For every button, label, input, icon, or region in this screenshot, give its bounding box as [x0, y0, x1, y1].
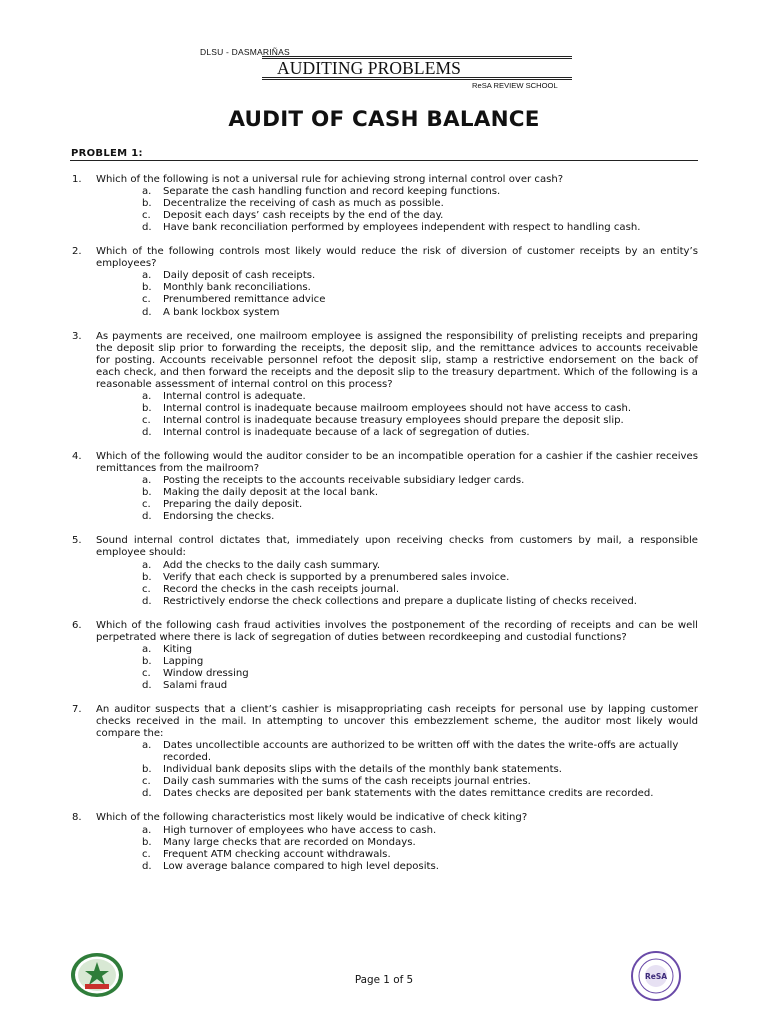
answer-option [96, 656, 698, 668]
option-text: Record the checks in the cash receipts journal. [163, 583, 400, 595]
question-text: An auditor suspects that a client’s cashier is misappropriating cash receipts for personal use by lapping customer checks received in the mail. In attempting to uncover this embezzlement scheme, the auditor most likely would compare the: [96, 704, 698, 740]
question-item [72, 812, 698, 872]
answer-option [96, 560, 698, 572]
option-text: Window dressing [163, 667, 249, 679]
answer-option [96, 222, 698, 234]
option-text: Making the daily deposit at the local bank. [163, 487, 379, 499]
option-text: Daily cash summaries with the sums of the cash receipts journal entries. [163, 776, 531, 788]
answer-option [96, 680, 698, 692]
option-text: Posting the receipts to the accounts receivable subsidiary ledger cards. [163, 475, 525, 487]
answer-option [96, 788, 698, 800]
question-number: 4. [72, 451, 82, 463]
option-letter: b. [142, 282, 152, 294]
answer-option [96, 282, 698, 294]
option-letter: a. [142, 186, 152, 198]
option-text: Add the checks to the daily cash summary. [163, 559, 381, 571]
answer-option [96, 186, 698, 198]
answer-option [96, 511, 698, 523]
option-letter: b. [142, 571, 152, 583]
answer-option [96, 210, 698, 222]
option-letter: a. [142, 390, 152, 402]
option-letter: c. [142, 583, 151, 595]
option-letter: a. [142, 740, 152, 752]
option-letter: b. [142, 764, 152, 776]
question-number: 3. [72, 330, 82, 342]
answer-option [96, 427, 698, 439]
answer-option [96, 861, 698, 873]
option-text: Decentralize the receiving of cash as much as possible. [163, 198, 444, 210]
option-text: Internal control is inadequate because of a lack of segregation of duties. [163, 426, 530, 438]
answer-option [96, 198, 698, 210]
answer-option [96, 764, 698, 776]
answer-option [96, 596, 698, 608]
answer-option [96, 584, 698, 596]
option-letter: a. [142, 824, 152, 836]
option-letter: b. [142, 655, 152, 667]
option-letter: c. [142, 414, 151, 426]
header-review-school: ReSA REVIEW SCHOOL [472, 81, 558, 90]
option-text: Internal control is inadequate because treasury employees should prepare the deposit slip. [163, 414, 624, 426]
answer-option [96, 403, 698, 415]
question-number: 7. [72, 704, 82, 716]
header-school: DLSU - DASMARIÑAS [200, 47, 290, 57]
answer-option [96, 849, 698, 861]
option-text: Lapping [163, 655, 204, 667]
question-text: Which of the following controls most likely would reduce the risk of diversion of customer receipts by an entity’s employees? [96, 246, 698, 270]
option-text: Low average balance compared to high level deposits. [163, 860, 439, 872]
page-number: Page 1 of 5 [354, 974, 414, 986]
option-text: Internal control is inadequate because mailroom employees should not have access to cash. [163, 402, 632, 414]
option-text: Separate the cash handling function and record keeping functions. [163, 186, 501, 198]
answer-option [96, 307, 698, 319]
question-text: Which of the following cash fraud activities involves the postponement of the recording of receipts and can be well perpetrated where there is lack of segregation of duties between recordkeeping and custodial functions? [96, 619, 698, 643]
option-text: Individual bank deposits slips with the details of the monthly bank statements. [163, 764, 563, 776]
option-text: Endorsing the checks. [163, 511, 275, 523]
option-text: High turnover of employees who have access to cash. [163, 824, 437, 836]
option-letter: d. [142, 306, 152, 318]
option-letter: d. [142, 860, 152, 872]
option-text: Preparing the daily deposit. [163, 499, 303, 511]
option-text: Restrictively endorse the check collections and prepare a duplicate listing of checks received. [163, 595, 637, 607]
answer-option [96, 475, 698, 487]
answer-option [96, 776, 698, 788]
answer-option [96, 825, 698, 837]
option-text: Dates uncollectible accounts are authorized to be written off with the dates the write-offs are actually recorded. [163, 740, 679, 764]
option-letter: c. [142, 499, 151, 511]
resa-seal-text: ReSA [644, 972, 668, 981]
option-letter: c. [142, 667, 151, 679]
option-letter: c. [142, 294, 151, 306]
question-text: Which of the following would the auditor consider to be an incompatible operation for a cashier if the cashier receives remittances from the mailroom? [96, 451, 698, 475]
question-text: As payments are received, one mailroom employee is assigned the responsibility of prelisting receipts and preparing the deposit slip prior to forwarding the receipts, the deposit slip, and the remittance advices to accounts receivable for posting. Accounts receivable personnel refoot the deposit slip, stamp a restrictive endorsement on the back of each check, and then forward the receipts and the deposit slip to the treasury department. Which of the following is a reasonable assessment of internal control on this process? [96, 330, 698, 390]
question-text: Which of the following is not a universal rule for achieving strong internal control over cash? [96, 174, 564, 185]
option-text: Prenumbered remittance advice [163, 294, 326, 306]
question-number: 2. [72, 246, 82, 258]
question-item [72, 704, 698, 800]
option-letter: d. [142, 511, 152, 523]
option-letter: d. [142, 788, 152, 800]
answer-option [96, 270, 698, 282]
option-text: Dates checks are deposited per bank statements with the dates remittance credits are recorded. [163, 788, 654, 800]
option-letter: b. [142, 402, 152, 414]
question-item [72, 620, 698, 692]
option-letter: c. [142, 776, 151, 788]
resa-seal-icon [631, 951, 681, 1001]
option-letter: c. [142, 848, 151, 860]
question-number: 6. [72, 619, 82, 631]
option-text: Frequent ATM checking account withdrawals. [163, 848, 391, 860]
option-letter: d. [142, 679, 152, 691]
option-text: Verify that each check is supported by a prenumbered sales invoice. [163, 571, 510, 583]
header-rule-bottom [262, 77, 572, 80]
answer-option [96, 487, 698, 499]
answer-option [96, 572, 698, 584]
answer-option [96, 740, 698, 764]
problem-label: PROBLEM 1: [71, 148, 143, 159]
header-course: AUDITING PROBLEMS [277, 58, 461, 78]
answer-option [96, 499, 698, 511]
option-letter: d. [142, 595, 152, 607]
question-number: 1. [72, 174, 82, 185]
option-letter: c. [142, 210, 151, 222]
option-text: Daily deposit of cash receipts. [163, 270, 316, 282]
option-letter: a. [142, 475, 152, 487]
question-item [72, 174, 698, 234]
option-letter: b. [142, 836, 152, 848]
option-letter: a. [142, 559, 152, 571]
page-title: AUDIT OF CASH BALANCE [228, 107, 540, 132]
option-text: Have bank reconciliation performed by employees independent with respect to handling cash. [163, 222, 641, 234]
option-text: Many large checks that are recorded on Mondays. [163, 836, 416, 848]
option-text: Salami fraud [163, 679, 228, 691]
option-letter: a. [142, 270, 152, 282]
question-text: Which of the following characteristics most likely would be indicative of check kiting? [96, 812, 528, 824]
question-number: 5. [72, 535, 82, 547]
question-list [72, 174, 698, 885]
option-text: A bank lockbox system [163, 306, 280, 318]
option-text: Internal control is adequate. [163, 390, 306, 402]
answer-option [96, 668, 698, 680]
question-number: 8. [72, 812, 82, 824]
option-text: Deposit each days’ cash receipts by the end of the day. [163, 210, 444, 222]
option-text: Kiting [163, 643, 192, 655]
problem-divider [70, 160, 698, 161]
option-letter: d. [142, 222, 152, 234]
question-text: Sound internal control dictates that, immediately upon receiving checks from customers by mail, a responsible employee should: [96, 535, 698, 559]
question-item [72, 535, 698, 607]
answer-option [96, 415, 698, 427]
answer-option [96, 837, 698, 849]
question-item [72, 246, 698, 318]
option-letter: a. [142, 643, 152, 655]
option-letter: d. [142, 426, 152, 438]
option-letter: b. [142, 198, 152, 210]
question-item [72, 451, 698, 523]
option-text: Monthly bank reconciliations. [163, 282, 311, 294]
answer-option [96, 391, 698, 403]
answer-option [96, 644, 698, 656]
answer-option [96, 294, 698, 306]
question-item [72, 331, 698, 439]
option-letter: b. [142, 487, 152, 499]
